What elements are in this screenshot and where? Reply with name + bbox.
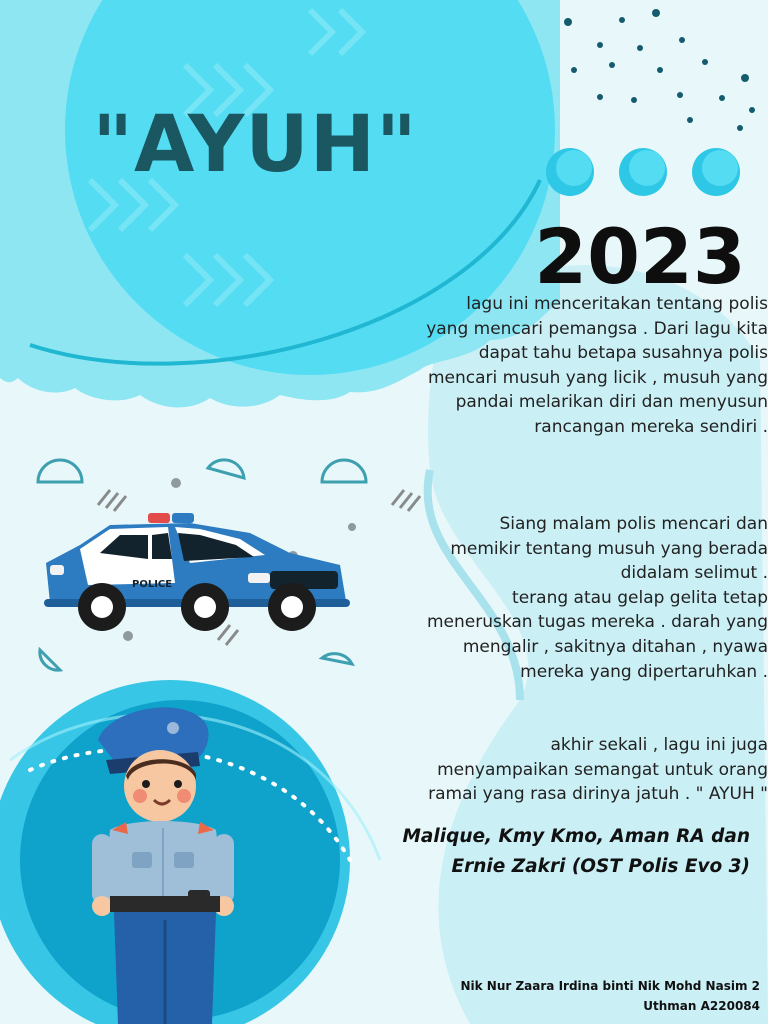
author-credit: [380, 976, 760, 1016]
artist-line: Ernie Zakri (OST Polis Evo 3): [451, 856, 750, 877]
credit-line: Nik Nur Zaara Irdina binti Nik Mohd Nasim 2: [460, 979, 760, 993]
description-paragraph-1: [300, 292, 768, 440]
artist-credit: [330, 822, 750, 882]
credit-line: Uthman A220084: [643, 999, 760, 1013]
description-paragraph-3: [300, 733, 768, 807]
car-badge-text: POLICE: [132, 579, 173, 590]
artist-line: Malique, Kmy Kmo, Aman RA dan: [402, 826, 750, 847]
poster-year: 2023: [534, 212, 746, 301]
paragraph-line: pandai melarikan diri dan menyusun: [455, 392, 768, 413]
paragraph-line: meneruskan tugas mereka . darah yang: [426, 612, 768, 633]
paragraph-line: rancangan mereka sendiri .: [534, 416, 768, 437]
description-paragraph-2: [300, 512, 768, 684]
paragraph-line: lagu ini menceritakan tentang polis: [466, 294, 768, 314]
paragraph-line: mencari musuh yang licik , musuh yang: [427, 367, 768, 388]
paragraph-line: akhir sekali , lagu ini juga: [550, 735, 768, 755]
paragraph-line: yang mencari pemangsa . Dari lagu kita: [426, 318, 768, 339]
poster-title: "AYUH": [92, 100, 418, 190]
police-officer-illustration: [88, 700, 248, 1024]
paragraph-line: menyampaikan semangat untuk orang: [437, 759, 768, 780]
three-circles: [546, 148, 740, 196]
paragraph-line: Siang malam polis mencari dan: [499, 514, 768, 534]
paragraph-line: ramai yang rasa dirinya jatuh . " AYUH ": [428, 784, 768, 805]
police-car-illustration: [40, 505, 355, 635]
paragraph-line: memikir tentang musuh yang berada: [450, 538, 768, 559]
paragraph-line: terang atau gelap gelita tetap: [512, 587, 768, 608]
paragraph-line: didalam selimut .: [620, 563, 768, 584]
paragraph-line: mengalir , sakitnya ditahan , nyawa: [462, 636, 768, 657]
paragraph-line: dapat tahu betapa susahnya polis: [478, 343, 768, 364]
scatter-dots: [564, 9, 755, 131]
paragraph-line: mereka yang dipertaruhkan .: [520, 661, 768, 682]
